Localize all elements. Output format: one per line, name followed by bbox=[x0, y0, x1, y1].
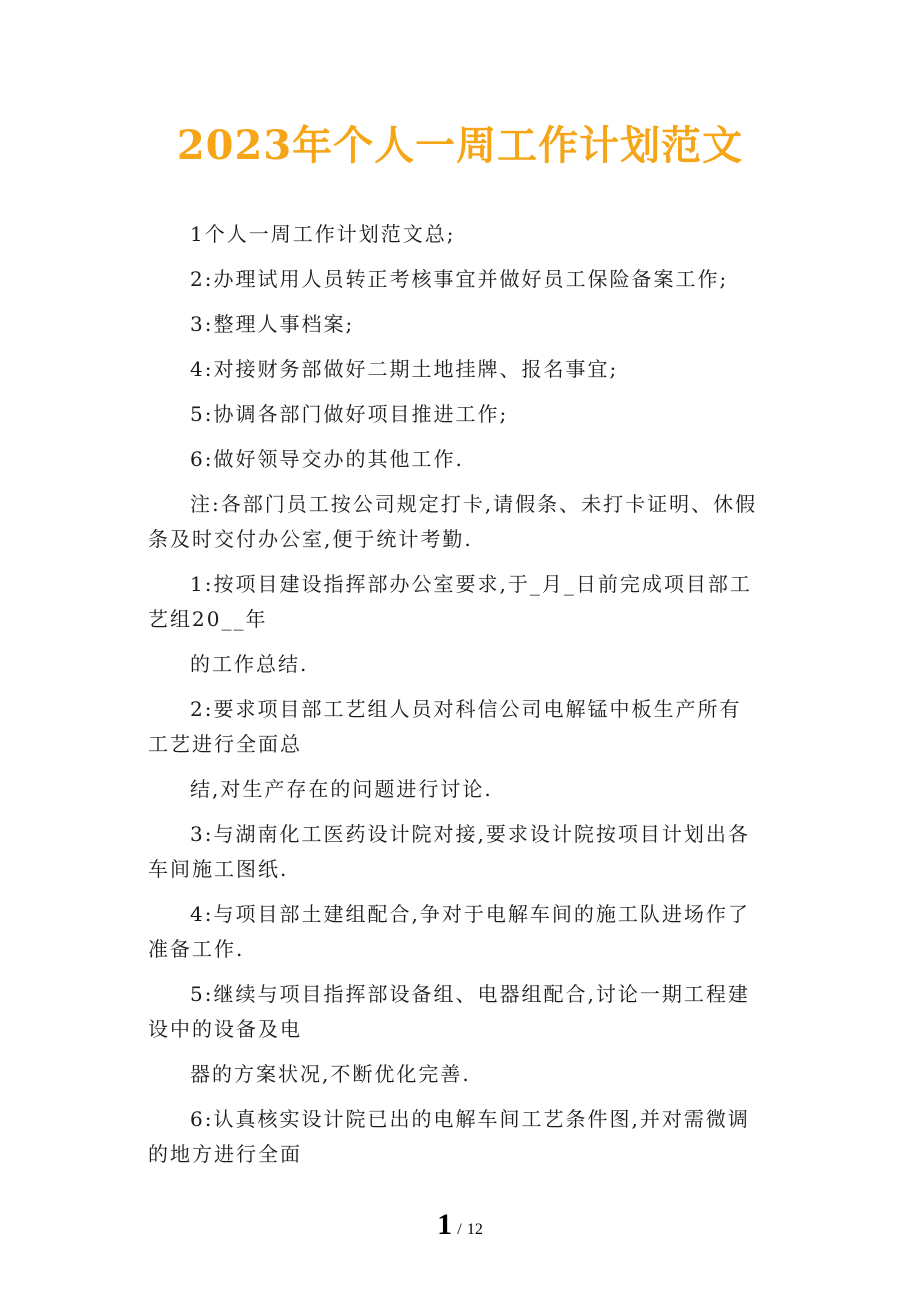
note-paragraph: 注:各部门员工按公司规定打卡,请假条、未打卡证明、休假条及时交付办公室,便于统计考勤. bbox=[148, 492, 758, 551]
paragraph: 5:继续与项目指挥部设备组、电器组配合,讨论一期工程建设中的设备及电 bbox=[148, 982, 750, 1041]
paragraph: 器的方案状况,不断优化完善. bbox=[190, 1062, 471, 1086]
paragraph: 6:认真核实设计院已出的电解车间工艺条件图,并对需微调的地方进行全面 bbox=[148, 1107, 750, 1166]
page-number-total: 12 bbox=[466, 1221, 483, 1238]
paragraph: 5:协调各部门做好项目推进工作; bbox=[190, 402, 509, 426]
page-number-current: 1 bbox=[437, 1208, 453, 1241]
document-body bbox=[148, 217, 758, 1182]
paragraph: 4:对接财务部做好二期土地挂牌、报名事宜; bbox=[190, 357, 619, 381]
paragraph: 2:办理试用人员转正考核事宜并做好员工保险备案工作; bbox=[190, 267, 729, 291]
paragraph: 3:与湖南化工医药设计院对接,要求设计院按项目计划出各车间施工图纸. bbox=[148, 822, 750, 881]
paragraph: 1:按项目建设指挥部办公室要求,于_月_日前完成项目部工艺组20__年 bbox=[148, 572, 752, 631]
paragraph: 结,对生产存在的问题进行讨论. bbox=[190, 777, 493, 801]
page-title: 2023年个人一周工作计划范文 bbox=[176, 122, 744, 169]
paragraph: 3:整理人事档案; bbox=[190, 312, 355, 336]
page-footer bbox=[0, 1208, 920, 1242]
paragraph: 1个人一周工作计划范文总; bbox=[190, 222, 456, 246]
paragraph: 2:要求项目部工艺组人员对科信公司电解锰中板生产所有工艺进行全面总 bbox=[148, 697, 742, 756]
page-number-separator: / bbox=[457, 1221, 462, 1238]
paragraph: 4:与项目部土建组配合,争对于电解车间的施工队进场作了准备工作. bbox=[148, 902, 750, 961]
paragraph: 的工作总结. bbox=[190, 652, 309, 676]
paragraph: 6:做好领导交办的其他工作. bbox=[190, 447, 464, 471]
